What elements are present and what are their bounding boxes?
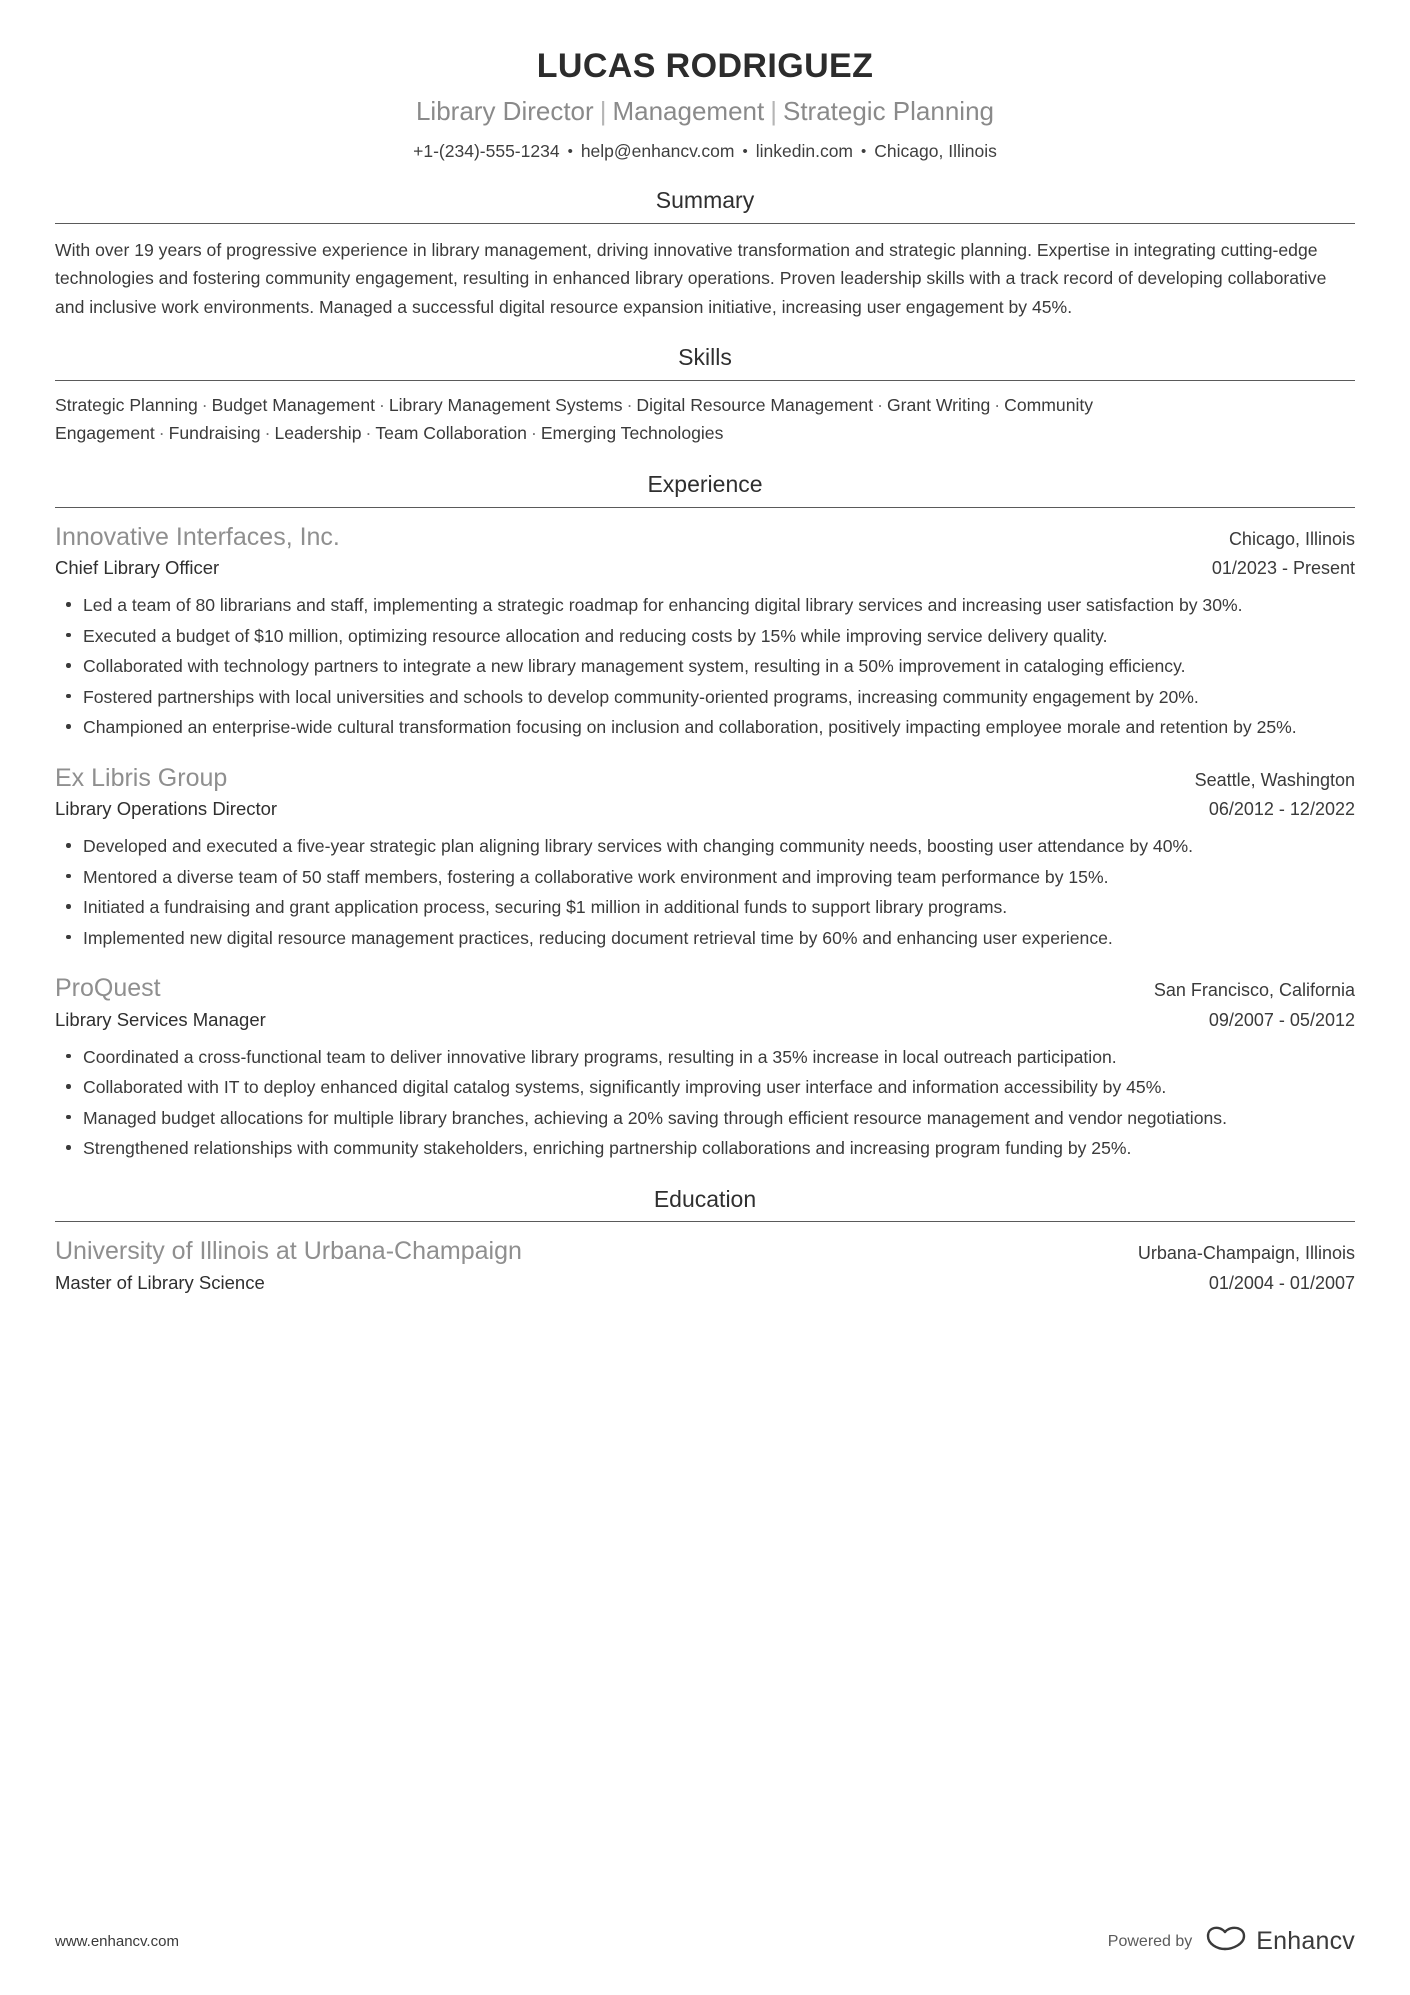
skill-item: Library Management Systems xyxy=(388,395,623,416)
entry-bullet: Collaborated with IT to deploy enhanced digital catalog systems, significantly improving user interface and information accessibility by 45%. xyxy=(55,1071,1355,1102)
entry-location: Chicago, Illinois xyxy=(1228,528,1355,549)
resume-entry xyxy=(55,952,1355,1162)
entry-bullet-list xyxy=(55,581,1355,742)
section-summary xyxy=(55,186,1355,321)
entry-role: Chief Library Officer xyxy=(55,557,220,579)
section-title-experience: Experience xyxy=(647,470,763,497)
section-education xyxy=(55,1185,1355,1296)
entry-subheader-row xyxy=(55,1268,1355,1296)
skill-separator: · xyxy=(264,422,271,443)
candidate-headline xyxy=(55,94,1355,129)
contact-bullet-icon: • xyxy=(567,142,573,160)
headline-part-2: Strategic Planning xyxy=(782,95,995,126)
entry-bullet-list xyxy=(55,1033,1355,1163)
skill-item: Budget Management xyxy=(211,395,375,416)
entry-location: San Francisco, California xyxy=(1153,980,1355,1001)
skill-item: Community Engagement xyxy=(55,395,1094,443)
candidate-name: LUCAS RODRIGUEZ xyxy=(536,47,874,85)
skill-item: Digital Resource Management xyxy=(636,395,874,416)
entry-bullet: Implemented new digital resource management practices, reducing document retrieval time by 60% and enhancing user experience. xyxy=(55,922,1355,953)
contact-email[interactable]: help@enhancv.com xyxy=(580,140,735,161)
entry-bullet: Initiated a fundraising and grant application process, securing $1 million in additional funds to support library programs. xyxy=(55,891,1355,922)
entry-header-row xyxy=(55,762,1355,795)
entry-location: Urbana-Champaign, Illinois xyxy=(1137,1243,1355,1264)
skill-separator: · xyxy=(379,395,385,416)
resume-header xyxy=(55,40,1355,164)
entry-bullet: Mentored a diverse team of 50 staff members, fostering a collaborative work environment and improving team performance by 15%. xyxy=(55,861,1355,892)
skill-separator: · xyxy=(365,422,372,443)
contact-line xyxy=(55,138,1355,164)
enhancv-logo-icon xyxy=(1205,1926,1247,1957)
entry-subheader-row xyxy=(55,1005,1355,1033)
entry-bullet: Collaborated with technology partners to integrate a new library management system, resulting in a 50% improvement in cataloging efficiency. xyxy=(55,650,1355,681)
headline-part-0: Library Director xyxy=(415,95,594,126)
entry-bullet: Managed budget allocations for multiple library branches, achieving a 20% saving through efficient resource management and vendor negotiations. xyxy=(55,1102,1355,1133)
enhancv-brand xyxy=(1205,1926,1355,1957)
section-skills xyxy=(55,343,1355,447)
skill-item: Grant Writing xyxy=(886,395,991,416)
contact-bullet-icon: • xyxy=(742,142,748,160)
entry-subheader-row xyxy=(55,553,1355,581)
entry-bullet: Championed an enterprise-wide cultural transformation focusing on inclusion and collaboration, positively impacting employee morale and retention by 25%. xyxy=(55,711,1355,742)
entry-bullet: Led a team of 80 librarians and staff, implementing a strategic roadmap for enhancing digital library services and increasing user satisfaction by 30%. xyxy=(55,589,1355,620)
powered-by-label: Powered by xyxy=(1107,1932,1193,1950)
section-experience xyxy=(55,470,1355,1163)
entry-role: Library Services Manager xyxy=(55,1008,266,1030)
resume-entry xyxy=(55,1222,1355,1295)
headline-separator: | xyxy=(599,95,607,126)
entry-header-row xyxy=(55,1235,1355,1268)
powered-by-block xyxy=(1108,1926,1355,1957)
entry-bullet: Strengthened relationships with community stakeholders, enriching partnership collaborations and increasing program funding by 25%. xyxy=(55,1132,1355,1163)
entry-header-row xyxy=(55,521,1355,554)
entry-subheader-row xyxy=(55,794,1355,822)
resume-entry xyxy=(55,742,1355,952)
section-title-skills: Skills xyxy=(678,344,732,371)
entry-dates: 06/2012 - 12/2022 xyxy=(1208,799,1355,820)
footer-url[interactable]: www.enhancv.com xyxy=(55,1933,179,1950)
skill-separator: · xyxy=(201,395,208,416)
entry-bullet: Fostered partnerships with local universities and schools to develop community-oriented programs, increasing community engagement by 20%. xyxy=(55,681,1355,712)
entry-organization: ProQuest xyxy=(55,974,161,1003)
entry-header-row xyxy=(55,972,1355,1005)
entry-role: Master of Library Science xyxy=(55,1271,265,1293)
contact-bullet-icon: • xyxy=(861,142,867,160)
skill-item: Emerging Technologies xyxy=(540,422,724,443)
entry-dates: 09/2007 - 05/2012 xyxy=(1208,1009,1355,1030)
skill-separator: · xyxy=(158,422,165,443)
experience-entries xyxy=(55,508,1355,1163)
skills-list xyxy=(55,381,1355,448)
entry-dates: 01/2023 - Present xyxy=(1211,558,1355,579)
education-entries xyxy=(55,1222,1355,1295)
section-title-education: Education xyxy=(653,1185,757,1212)
enhancv-brand-name: Enhancv xyxy=(1256,1927,1355,1955)
skill-separator: · xyxy=(877,395,883,416)
entry-bullet-list xyxy=(55,822,1355,952)
contact-phone: +1-(234)-555-1234 xyxy=(413,140,560,161)
entry-bullet: Executed a budget of $10 million, optimizing resource allocation and reducing costs by 15% while improving service delivery quality. xyxy=(55,620,1355,651)
entry-bullet: Developed and executed a five-year strategic plan aligning library services with changing community needs, boosting user attendance by 40%. xyxy=(55,830,1355,861)
skill-separator: · xyxy=(530,422,537,443)
contact-location: Chicago, Illinois xyxy=(874,140,997,161)
entry-organization: Ex Libris Group xyxy=(55,763,228,792)
page-footer xyxy=(55,1926,1355,1957)
contact-website[interactable]: linkedin.com xyxy=(755,140,854,161)
entry-bullet: Coordinated a cross-functional team to deliver innovative library programs, resulting in a 35% increase in local outreach participation. xyxy=(55,1041,1355,1072)
skill-separator: · xyxy=(626,395,633,416)
summary-text: With over 19 years of progressive experience in library management, driving innovative transformation and strategic planning. Expertise in integrating cutting-edge technologies and fostering community engagement, resulting in enhanced library operations. Proven leadership skills with a track record of developing collaborative and inclusive work environments. Managed a successful digital resource expansion initiative, increasing user engagement by 45%. xyxy=(55,239,1327,317)
entry-dates: 01/2004 - 01/2007 xyxy=(1208,1272,1355,1293)
resume-entry xyxy=(55,508,1355,742)
entry-role: Library Operations Director xyxy=(55,798,278,820)
headline-part-1: Management xyxy=(612,95,765,126)
headline-separator: | xyxy=(770,95,777,126)
skill-separator: · xyxy=(994,395,1001,416)
skill-item: Team Collaboration xyxy=(375,422,527,443)
skill-item: Strategic Planning xyxy=(55,395,198,416)
entry-organization: Innovative Interfaces, Inc. xyxy=(55,522,340,551)
section-title-summary: Summary xyxy=(655,186,755,213)
entry-location: Seattle, Washington xyxy=(1194,769,1355,790)
skill-item: Leadership xyxy=(274,422,362,443)
entry-organization: University of Illinois at Urbana-Champaign xyxy=(55,1237,522,1266)
skill-item: Fundraising xyxy=(168,422,261,443)
